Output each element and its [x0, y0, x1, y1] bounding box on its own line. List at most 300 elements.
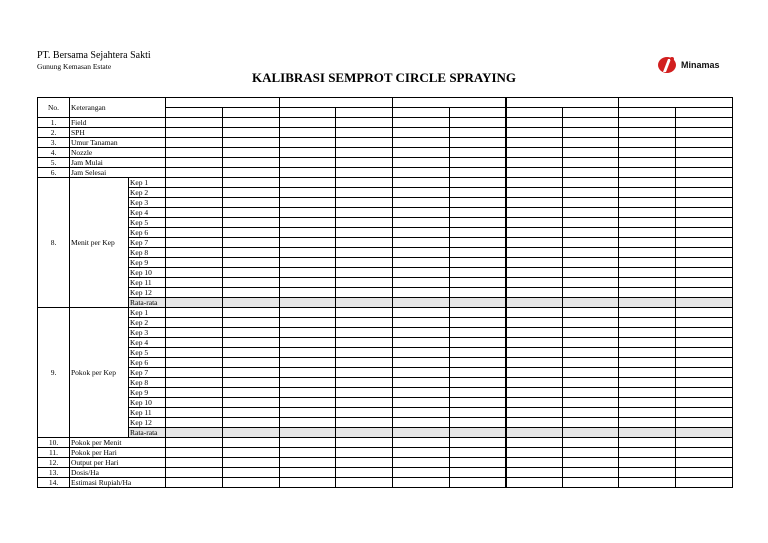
data-cell[interactable]	[223, 358, 280, 368]
data-cell[interactable]	[166, 348, 223, 358]
data-cell[interactable]	[450, 258, 506, 268]
data-cell[interactable]	[393, 398, 450, 408]
data-cell[interactable]	[676, 198, 733, 208]
data-cell[interactable]	[166, 378, 223, 388]
data-cell[interactable]	[166, 288, 223, 298]
data-cell[interactable]	[676, 438, 733, 448]
data-cell[interactable]	[336, 288, 393, 298]
data-cell[interactable]	[676, 398, 733, 408]
data-cell[interactable]	[563, 338, 619, 348]
data-cell[interactable]	[223, 458, 280, 468]
data-cell[interactable]	[619, 308, 676, 318]
data-cell[interactable]	[336, 378, 393, 388]
data-cell[interactable]	[280, 428, 336, 438]
data-cell[interactable]	[336, 468, 393, 478]
data-cell[interactable]	[280, 298, 336, 308]
data-cell[interactable]	[166, 388, 223, 398]
data-cell[interactable]	[336, 318, 393, 328]
data-cell[interactable]	[393, 228, 450, 238]
data-cell[interactable]	[676, 248, 733, 258]
data-cell[interactable]	[336, 168, 393, 178]
data-cell[interactable]	[676, 288, 733, 298]
data-cell[interactable]	[676, 408, 733, 418]
data-cell[interactable]	[393, 298, 450, 308]
data-cell[interactable]	[450, 238, 506, 248]
data-cell[interactable]	[676, 468, 733, 478]
data-cell[interactable]	[450, 348, 506, 358]
data-cell[interactable]	[450, 178, 506, 188]
data-cell[interactable]	[280, 468, 336, 478]
data-cell[interactable]	[166, 328, 223, 338]
data-cell[interactable]	[676, 328, 733, 338]
data-cell[interactable]	[223, 158, 280, 168]
data-cell[interactable]	[450, 308, 506, 318]
data-cell[interactable]	[450, 218, 506, 228]
data-cell[interactable]	[563, 138, 619, 148]
data-cell[interactable]	[506, 458, 563, 468]
data-cell[interactable]	[506, 208, 563, 218]
data-cell[interactable]	[280, 128, 336, 138]
data-cell[interactable]	[280, 458, 336, 468]
data-cell[interactable]	[280, 378, 336, 388]
data-cell[interactable]	[676, 308, 733, 318]
data-cell[interactable]	[393, 428, 450, 438]
data-cell[interactable]	[166, 428, 223, 438]
data-cell[interactable]	[563, 388, 619, 398]
data-cell[interactable]	[166, 198, 223, 208]
data-cell[interactable]	[280, 388, 336, 398]
data-cell[interactable]	[619, 398, 676, 408]
data-cell[interactable]	[336, 278, 393, 288]
data-cell[interactable]	[450, 168, 506, 178]
data-cell[interactable]	[393, 478, 450, 488]
data-cell[interactable]	[223, 128, 280, 138]
data-cell[interactable]	[450, 318, 506, 328]
data-cell[interactable]	[506, 278, 563, 288]
data-cell[interactable]	[676, 178, 733, 188]
data-cell[interactable]	[393, 338, 450, 348]
data-cell[interactable]	[166, 398, 223, 408]
data-cell[interactable]	[676, 128, 733, 138]
data-cell[interactable]	[393, 168, 450, 178]
data-cell[interactable]	[393, 378, 450, 388]
data-cell[interactable]	[506, 138, 563, 148]
data-cell[interactable]	[506, 168, 563, 178]
data-cell[interactable]	[450, 138, 506, 148]
data-cell[interactable]	[166, 268, 223, 278]
data-cell[interactable]	[619, 128, 676, 138]
data-cell[interactable]	[506, 118, 563, 128]
data-cell[interactable]	[223, 298, 280, 308]
data-cell[interactable]	[166, 408, 223, 418]
data-cell[interactable]	[393, 118, 450, 128]
data-cell[interactable]	[336, 428, 393, 438]
data-cell[interactable]	[563, 228, 619, 238]
data-cell[interactable]	[619, 338, 676, 348]
data-cell[interactable]	[506, 428, 563, 438]
data-cell[interactable]	[563, 268, 619, 278]
data-cell[interactable]	[166, 228, 223, 238]
data-cell[interactable]	[563, 128, 619, 138]
data-cell[interactable]	[280, 278, 336, 288]
data-cell[interactable]	[619, 298, 676, 308]
data-cell[interactable]	[563, 278, 619, 288]
data-cell[interactable]	[563, 258, 619, 268]
data-cell[interactable]	[506, 268, 563, 278]
data-cell[interactable]	[223, 198, 280, 208]
data-cell[interactable]	[676, 118, 733, 128]
data-cell[interactable]	[336, 298, 393, 308]
data-cell[interactable]	[280, 338, 336, 348]
data-cell[interactable]	[166, 148, 223, 158]
data-cell[interactable]	[280, 398, 336, 408]
data-cell[interactable]	[563, 358, 619, 368]
data-cell[interactable]	[336, 478, 393, 488]
data-cell[interactable]	[336, 448, 393, 458]
data-cell[interactable]	[450, 208, 506, 218]
data-cell[interactable]	[336, 248, 393, 258]
data-cell[interactable]	[166, 308, 223, 318]
data-cell[interactable]	[280, 138, 336, 148]
data-cell[interactable]	[563, 458, 619, 468]
data-cell[interactable]	[450, 228, 506, 238]
data-cell[interactable]	[393, 198, 450, 208]
data-cell[interactable]	[166, 458, 223, 468]
data-cell[interactable]	[619, 288, 676, 298]
data-cell[interactable]	[393, 158, 450, 168]
data-cell[interactable]	[223, 368, 280, 378]
data-cell[interactable]	[506, 358, 563, 368]
data-cell[interactable]	[393, 178, 450, 188]
data-cell[interactable]	[336, 158, 393, 168]
data-cell[interactable]	[563, 368, 619, 378]
data-cell[interactable]	[450, 268, 506, 278]
data-cell[interactable]	[563, 288, 619, 298]
data-cell[interactable]	[450, 148, 506, 158]
data-cell[interactable]	[223, 438, 280, 448]
data-cell[interactable]	[280, 168, 336, 178]
data-cell[interactable]	[393, 458, 450, 468]
data-cell[interactable]	[506, 178, 563, 188]
data-cell[interactable]	[563, 328, 619, 338]
data-cell[interactable]	[393, 468, 450, 478]
data-cell[interactable]	[619, 148, 676, 158]
data-cell[interactable]	[676, 168, 733, 178]
data-cell[interactable]	[619, 418, 676, 428]
data-cell[interactable]	[223, 328, 280, 338]
data-cell[interactable]	[676, 418, 733, 428]
data-cell[interactable]	[563, 198, 619, 208]
data-cell[interactable]	[280, 208, 336, 218]
data-cell[interactable]	[280, 158, 336, 168]
data-cell[interactable]	[166, 168, 223, 178]
data-cell[interactable]	[563, 158, 619, 168]
data-cell[interactable]	[223, 448, 280, 458]
data-cell[interactable]	[223, 148, 280, 158]
data-cell[interactable]	[563, 398, 619, 408]
data-cell[interactable]	[563, 208, 619, 218]
data-cell[interactable]	[506, 158, 563, 168]
data-cell[interactable]	[450, 368, 506, 378]
data-cell[interactable]	[563, 168, 619, 178]
data-cell[interactable]	[676, 218, 733, 228]
data-cell[interactable]	[676, 298, 733, 308]
data-cell[interactable]	[563, 308, 619, 318]
data-cell[interactable]	[393, 438, 450, 448]
data-cell[interactable]	[676, 268, 733, 278]
data-cell[interactable]	[563, 188, 619, 198]
data-cell[interactable]	[450, 438, 506, 448]
data-cell[interactable]	[223, 288, 280, 298]
data-cell[interactable]	[393, 218, 450, 228]
data-cell[interactable]	[336, 258, 393, 268]
data-cell[interactable]	[393, 248, 450, 258]
data-cell[interactable]	[506, 388, 563, 398]
data-cell[interactable]	[166, 468, 223, 478]
data-cell[interactable]	[563, 248, 619, 258]
data-cell[interactable]	[563, 178, 619, 188]
data-cell[interactable]	[619, 478, 676, 488]
data-cell[interactable]	[450, 388, 506, 398]
data-cell[interactable]	[280, 318, 336, 328]
data-cell[interactable]	[506, 238, 563, 248]
data-cell[interactable]	[676, 238, 733, 248]
data-cell[interactable]	[393, 448, 450, 458]
data-cell[interactable]	[393, 258, 450, 268]
data-cell[interactable]	[393, 288, 450, 298]
data-cell[interactable]	[450, 128, 506, 138]
data-cell[interactable]	[166, 368, 223, 378]
data-cell[interactable]	[280, 178, 336, 188]
data-cell[interactable]	[676, 138, 733, 148]
data-cell[interactable]	[393, 318, 450, 328]
data-cell[interactable]	[393, 368, 450, 378]
data-cell[interactable]	[450, 448, 506, 458]
data-cell[interactable]	[619, 318, 676, 328]
data-cell[interactable]	[450, 278, 506, 288]
data-cell[interactable]	[676, 258, 733, 268]
data-cell[interactable]	[676, 358, 733, 368]
data-cell[interactable]	[336, 398, 393, 408]
data-cell[interactable]	[563, 438, 619, 448]
data-cell[interactable]	[393, 268, 450, 278]
data-cell[interactable]	[619, 448, 676, 458]
data-cell[interactable]	[563, 148, 619, 158]
data-cell[interactable]	[223, 478, 280, 488]
data-cell[interactable]	[280, 188, 336, 198]
data-cell[interactable]	[619, 168, 676, 178]
data-cell[interactable]	[223, 408, 280, 418]
data-cell[interactable]	[223, 188, 280, 198]
data-cell[interactable]	[166, 278, 223, 288]
data-cell[interactable]	[619, 328, 676, 338]
data-cell[interactable]	[619, 268, 676, 278]
data-cell[interactable]	[619, 388, 676, 398]
data-cell[interactable]	[223, 268, 280, 278]
data-cell[interactable]	[223, 308, 280, 318]
data-cell[interactable]	[450, 288, 506, 298]
data-cell[interactable]	[619, 218, 676, 228]
data-cell[interactable]	[166, 128, 223, 138]
data-cell[interactable]	[563, 448, 619, 458]
data-cell[interactable]	[280, 478, 336, 488]
data-cell[interactable]	[619, 188, 676, 198]
data-cell[interactable]	[450, 398, 506, 408]
data-cell[interactable]	[280, 408, 336, 418]
data-cell[interactable]	[506, 228, 563, 238]
data-cell[interactable]	[223, 278, 280, 288]
data-cell[interactable]	[563, 468, 619, 478]
data-cell[interactable]	[393, 138, 450, 148]
data-cell[interactable]	[223, 258, 280, 268]
data-cell[interactable]	[280, 228, 336, 238]
data-cell[interactable]	[280, 268, 336, 278]
data-cell[interactable]	[336, 188, 393, 198]
data-cell[interactable]	[450, 468, 506, 478]
data-cell[interactable]	[223, 118, 280, 128]
data-cell[interactable]	[563, 298, 619, 308]
data-cell[interactable]	[506, 378, 563, 388]
data-cell[interactable]	[336, 228, 393, 238]
data-cell[interactable]	[336, 218, 393, 228]
data-cell[interactable]	[506, 198, 563, 208]
data-cell[interactable]	[223, 228, 280, 238]
data-cell[interactable]	[280, 238, 336, 248]
data-cell[interactable]	[166, 158, 223, 168]
data-cell[interactable]	[506, 308, 563, 318]
data-cell[interactable]	[336, 238, 393, 248]
data-cell[interactable]	[450, 478, 506, 488]
data-cell[interactable]	[619, 358, 676, 368]
data-cell[interactable]	[393, 388, 450, 398]
data-cell[interactable]	[393, 328, 450, 338]
data-cell[interactable]	[450, 428, 506, 438]
data-cell[interactable]	[393, 128, 450, 138]
data-cell[interactable]	[676, 478, 733, 488]
data-cell[interactable]	[619, 378, 676, 388]
data-cell[interactable]	[676, 208, 733, 218]
data-cell[interactable]	[336, 198, 393, 208]
data-cell[interactable]	[280, 248, 336, 258]
data-cell[interactable]	[676, 388, 733, 398]
data-cell[interactable]	[563, 218, 619, 228]
data-cell[interactable]	[563, 418, 619, 428]
data-cell[interactable]	[280, 148, 336, 158]
data-cell[interactable]	[676, 458, 733, 468]
data-cell[interactable]	[506, 328, 563, 338]
data-cell[interactable]	[336, 358, 393, 368]
data-cell[interactable]	[166, 448, 223, 458]
data-cell[interactable]	[506, 448, 563, 458]
data-cell[interactable]	[393, 358, 450, 368]
data-cell[interactable]	[336, 348, 393, 358]
data-cell[interactable]	[619, 438, 676, 448]
data-cell[interactable]	[676, 318, 733, 328]
data-cell[interactable]	[166, 298, 223, 308]
data-cell[interactable]	[506, 148, 563, 158]
data-cell[interactable]	[166, 418, 223, 428]
data-cell[interactable]	[223, 178, 280, 188]
data-cell[interactable]	[336, 328, 393, 338]
data-cell[interactable]	[619, 178, 676, 188]
data-cell[interactable]	[619, 198, 676, 208]
data-cell[interactable]	[563, 378, 619, 388]
data-cell[interactable]	[393, 308, 450, 318]
data-cell[interactable]	[223, 468, 280, 478]
data-cell[interactable]	[280, 418, 336, 428]
data-cell[interactable]	[676, 428, 733, 438]
data-cell[interactable]	[393, 278, 450, 288]
data-cell[interactable]	[619, 408, 676, 418]
data-cell[interactable]	[393, 208, 450, 218]
data-cell[interactable]	[450, 298, 506, 308]
data-cell[interactable]	[393, 188, 450, 198]
data-cell[interactable]	[506, 418, 563, 428]
data-cell[interactable]	[563, 408, 619, 418]
data-cell[interactable]	[166, 218, 223, 228]
data-cell[interactable]	[450, 358, 506, 368]
data-cell[interactable]	[506, 338, 563, 348]
data-cell[interactable]	[676, 368, 733, 378]
data-cell[interactable]	[336, 128, 393, 138]
data-cell[interactable]	[450, 458, 506, 468]
data-cell[interactable]	[676, 158, 733, 168]
data-cell[interactable]	[336, 208, 393, 218]
data-cell[interactable]	[280, 348, 336, 358]
data-cell[interactable]	[166, 478, 223, 488]
data-cell[interactable]	[676, 348, 733, 358]
data-cell[interactable]	[676, 448, 733, 458]
data-cell[interactable]	[619, 248, 676, 258]
data-cell[interactable]	[506, 128, 563, 138]
data-cell[interactable]	[676, 228, 733, 238]
data-cell[interactable]	[450, 198, 506, 208]
data-cell[interactable]	[619, 118, 676, 128]
data-cell[interactable]	[223, 428, 280, 438]
data-cell[interactable]	[619, 428, 676, 438]
data-cell[interactable]	[619, 458, 676, 468]
data-cell[interactable]	[280, 258, 336, 268]
data-cell[interactable]	[336, 308, 393, 318]
data-cell[interactable]	[280, 438, 336, 448]
data-cell[interactable]	[336, 138, 393, 148]
data-cell[interactable]	[506, 218, 563, 228]
data-cell[interactable]	[336, 178, 393, 188]
data-cell[interactable]	[563, 238, 619, 248]
data-cell[interactable]	[506, 468, 563, 478]
data-cell[interactable]	[223, 348, 280, 358]
data-cell[interactable]	[563, 428, 619, 438]
data-cell[interactable]	[393, 348, 450, 358]
data-cell[interactable]	[336, 438, 393, 448]
data-cell[interactable]	[336, 408, 393, 418]
data-cell[interactable]	[393, 238, 450, 248]
data-cell[interactable]	[676, 278, 733, 288]
data-cell[interactable]	[280, 218, 336, 228]
data-cell[interactable]	[280, 328, 336, 338]
data-cell[interactable]	[506, 248, 563, 258]
data-cell[interactable]	[506, 478, 563, 488]
data-cell[interactable]	[450, 188, 506, 198]
data-cell[interactable]	[166, 358, 223, 368]
data-cell[interactable]	[166, 438, 223, 448]
data-cell[interactable]	[676, 188, 733, 198]
data-cell[interactable]	[223, 138, 280, 148]
data-cell[interactable]	[280, 308, 336, 318]
data-cell[interactable]	[166, 338, 223, 348]
data-cell[interactable]	[280, 198, 336, 208]
data-cell[interactable]	[166, 248, 223, 258]
